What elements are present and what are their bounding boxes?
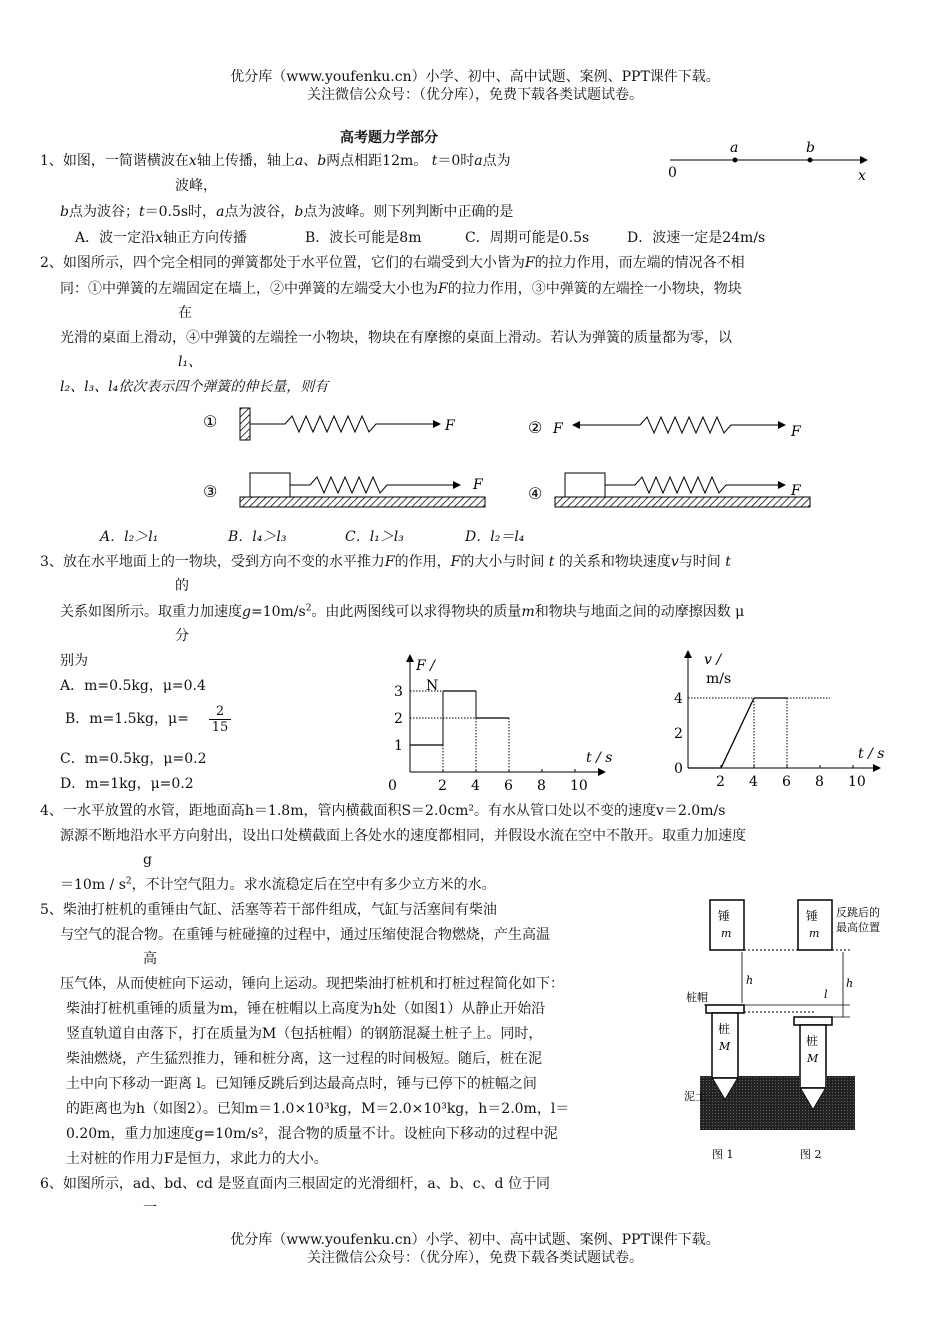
v-y-label: v / xyxy=(704,652,722,668)
spring-4-coil xyxy=(605,477,780,493)
footer-line-1: 优分库（www.youfenku.cn）小学、初中、高中试题、案例、PPT课件下载。 xyxy=(230,1232,720,1248)
q1-line-1: 1、如图，一简谐横波在x轴上传播，轴上a、b两点相距12m。 t＝0时a点为 xyxy=(40,153,511,169)
q2-line-1: 2、如图所示，四个完全相同的弹簧都处于水平位置，它们的右端受到大小皆为F的拉力作用，而左端的情况各不相 xyxy=(40,255,745,271)
f-x-tick: 8 xyxy=(537,778,546,794)
q5-line-5: 柴油打桩机重锤的质量为m，锤在桩帽以上高度为h处（如图1）从静止开始沿 xyxy=(66,1001,546,1017)
q5-line-2: 与空气的混合物。在重锤与桩碰撞的过程中，通过压缩使混合物燃烧，产生高温 xyxy=(60,927,550,943)
q3-option-a: A．m=0.5kg，μ=0.4 xyxy=(60,678,206,694)
q1-label-a: a xyxy=(730,140,739,156)
v-series-segment xyxy=(721,698,754,768)
q3-option-b: B．m=1.5kg，μ= xyxy=(65,711,189,727)
soil-label: 泥土 xyxy=(684,1090,706,1103)
q2-option-b: B．l₄＞l₃ xyxy=(228,529,287,545)
pile-cap-label: 桩帽 xyxy=(686,991,708,1004)
f-y-tick: 2 xyxy=(394,711,403,727)
spring-2-force-left: F xyxy=(553,421,563,437)
spring-3-block xyxy=(250,473,290,497)
q3-line-4: 分 xyxy=(175,628,189,644)
spring-3-label: ③ xyxy=(203,482,218,501)
fig2-hammer xyxy=(798,900,832,950)
q2-line-5: l₁、 xyxy=(178,354,203,370)
q1-label-origin: 0 xyxy=(668,165,677,181)
q2-option-d: D．l₂＝l₄ xyxy=(465,529,525,545)
f-x-tick: 10 xyxy=(570,778,588,794)
spring-4-label: ④ xyxy=(528,484,543,503)
q4-line-1: 4、一水平放置的水管，距地面高h＝1.8m，管内横截面积S＝2.0cm²。有水从管口处以不变的速度v＝2.0m/s xyxy=(40,803,726,819)
q1-label-b: b xyxy=(806,140,815,156)
q3-option-b-fraction xyxy=(209,704,231,735)
f-x-tick: 6 xyxy=(504,778,513,794)
spring-1-coil xyxy=(250,416,435,432)
f-x-tick: 0 xyxy=(388,778,397,794)
q1-point-b xyxy=(808,158,813,163)
q4-line-4: $=10m / s^2$，不计空气阻力。求水流稳定后在空中有多少立方米的水。 xyxy=(60,876,496,893)
q5-line-11: 土对桩的作用力F是恒力，求此力的大小。 xyxy=(66,1151,328,1167)
f-y-tick: 3 xyxy=(394,684,403,700)
q4-line-2: 源源不断地沿水平方向射出，设出口处横截面上各处水的速度都相同，并假设水流在空中不散开。取重力加速度 xyxy=(60,828,746,844)
rebound-label-2: 最高位置 xyxy=(836,921,880,934)
q1-axis-arrow xyxy=(860,156,868,164)
rebound-label-1: 反跳后的 xyxy=(836,906,880,919)
f-y-tick: 1 xyxy=(394,738,403,754)
q1-label-x: x xyxy=(858,168,866,184)
q3-line-5: 别为 xyxy=(60,653,88,669)
q5-line-3: 高 xyxy=(143,951,157,967)
header-line-2: 关注微信公众号：（优分库），免费下载各类试题试卷。 xyxy=(307,87,643,103)
q2-line-6: l₂、l₃、l₄依次表示四个弹簧的伸长量，则有 xyxy=(60,379,329,395)
spring-4-force: F xyxy=(791,483,801,499)
q4-line-3: g xyxy=(143,852,152,868)
q5-line-4: 压气体，从而使桩向下运动，锤向上运动。现把柴油打桩机和打桩过程简化如下： xyxy=(60,976,564,992)
v-x-tick: 10 xyxy=(848,774,866,790)
q2-line-3: 在 xyxy=(178,305,192,321)
q1-line-3: b点为波谷；t＝0.5s时，a点为波谷，b点为波峰。则下列判断中正确的是 xyxy=(60,204,514,220)
v-x-tick: 6 xyxy=(782,774,791,790)
spring-3-table xyxy=(240,497,485,507)
fig2-pile-label: 桩 xyxy=(806,1034,819,1048)
fig1-h-label: h xyxy=(746,974,754,987)
fig2-h-label: h xyxy=(846,977,854,990)
fig1-caption: 图 1 xyxy=(712,1148,734,1161)
q1-option-c: C．周期可能是0.5s xyxy=(465,230,590,246)
fraction-numerator: 2 xyxy=(209,704,231,720)
q5-line-10: 0.20m，重力加速度g=10m/s²，混合物的质量不计。设桩向下移动的过程中泥 xyxy=(66,1126,558,1142)
v-y-tick: 0 xyxy=(674,761,683,777)
header-line-1: 优分库（www.youfenku.cn）小学、初中、高中试题、案例、PPT课件下载。 xyxy=(230,69,720,85)
q5-line-8: 土中向下移动一距离 l。已知锤反跳后到达最高点时，锤与已停下的桩幅之间 xyxy=(66,1076,537,1092)
page-title: 高考题力学部分 xyxy=(340,130,438,146)
spring-2-force-right: F xyxy=(791,424,801,440)
fig1-hammer-mass: m xyxy=(721,927,732,940)
fig2-hammer-label: 锤 xyxy=(806,909,819,923)
pile-driver-figure xyxy=(684,890,880,1190)
f-t-chart xyxy=(380,650,630,794)
q6-line-1: 6、如图所示，ad、bd、cd 是竖直面内三根固定的光滑细杆，a、b、c、d 位于同 xyxy=(40,1176,550,1192)
fig2-hammer-mass: m xyxy=(809,927,820,940)
fig2-pile-mass: M xyxy=(807,1052,819,1065)
v-y-tick: 2 xyxy=(674,726,683,742)
v-y-unit: m/s xyxy=(706,671,732,687)
q5-line-1: 5、柴油打桩机的重锤由气缸、活塞等若干部件组成，气缸与活塞间有柴油 xyxy=(40,902,497,918)
q2-line-4: 光滑的桌面上滑动，④中弹簧的左端拴一小物块，物块在有摩擦的桌面上滑动。若认为弹簧的质量都为零，以 xyxy=(60,330,732,346)
spring-3-force: F xyxy=(473,477,483,493)
q3-line-2: 的 xyxy=(175,578,189,594)
spring-4-block xyxy=(565,473,605,497)
v-x-tick: 4 xyxy=(749,774,758,790)
q1-option-d: D．波速一定是24m/s xyxy=(627,230,766,246)
q1-line-2: 波峰， xyxy=(175,178,217,194)
spring-4-table xyxy=(555,497,810,507)
q1-point-a xyxy=(733,158,738,163)
f-x-tick: 4 xyxy=(471,778,480,794)
q3-line-1: 3、放在水平地面上的一物块，受到方向不变的水平推力F的作用，F的大小与时间 t 的关系和物块速度v与时间 t xyxy=(40,554,731,570)
spring-1-wall xyxy=(240,408,250,440)
q2-line-2: 同：①中弹簧的左端固定在墙上，②中弹簧的左端受大小也为F的拉力作用，③中弹簧的左端拴一小物块，物块 xyxy=(60,281,742,297)
fig1-pile-mass: M xyxy=(719,1040,731,1053)
q3-line-3: 关系如图所示。取重力加速度$g=10m/s^2$。由此两图线可以求得物块的质量m和物块与地面之间的动摩擦因数 μ xyxy=(60,603,745,620)
q5-line-7: 柴油燃烧，产生猛烈推力，锤和桩分离，这一过程的时间极短。随后，桩在泥 xyxy=(66,1051,542,1067)
spring-2-label: ② xyxy=(528,418,543,437)
spring-1-force: F xyxy=(445,418,455,434)
f-y-unit: N xyxy=(426,678,439,694)
q2-springs-figure xyxy=(195,405,835,520)
footer-line-2: 关注微信公众号：（优分库），免费下载各类试题试卷。 xyxy=(307,1250,643,1266)
fig1-hammer-label: 锤 xyxy=(718,909,731,923)
spring-2-coil xyxy=(575,417,780,433)
q1-axis-figure xyxy=(660,135,880,185)
f-x-tick: 2 xyxy=(438,778,447,794)
spring-1-label: ① xyxy=(203,412,218,431)
fig2-caption: 图 2 xyxy=(800,1148,822,1161)
q6-line-2: 一 xyxy=(143,1200,157,1216)
q3-option-d: D．m=1kg，μ=0.2 xyxy=(60,776,194,792)
fig1-pile-label: 桩 xyxy=(718,1022,731,1036)
v-x-tick: 2 xyxy=(716,774,725,790)
v-t-chart xyxy=(670,650,910,790)
q5-line-9: 的距离也为h（如图2）。已知m＝1.0×10³kg，M＝2.0×10³kg，h＝2.0m，l＝ xyxy=(66,1101,570,1117)
q2-option-a: A．l₂＞l₁ xyxy=(100,529,159,545)
fig1-hammer xyxy=(710,900,744,950)
fig2-l-label: l xyxy=(824,988,828,1001)
q3-option-c: C．m=0.5kg，μ=0.2 xyxy=(60,751,207,767)
f-x-label: t / s xyxy=(586,750,613,766)
q2-option-c: C．l₁＞l₃ xyxy=(345,529,404,545)
fraction-denominator: 15 xyxy=(211,720,229,735)
v-x-label: t / s xyxy=(858,746,885,762)
q1-option-a: A．波一定沿x轴正方向传播 xyxy=(75,230,248,246)
spring-3-coil xyxy=(290,477,455,493)
f-y-label: F / xyxy=(416,658,435,674)
q1-option-b: B．波长可能是8m xyxy=(305,230,422,246)
v-x-tick: 8 xyxy=(815,774,824,790)
q5-line-6: 竖直轨道自由落下，打在质量为M（包括桩帽）的钢筋混凝土桩子上。同时， xyxy=(66,1026,543,1042)
v-y-tick: 4 xyxy=(674,691,683,707)
